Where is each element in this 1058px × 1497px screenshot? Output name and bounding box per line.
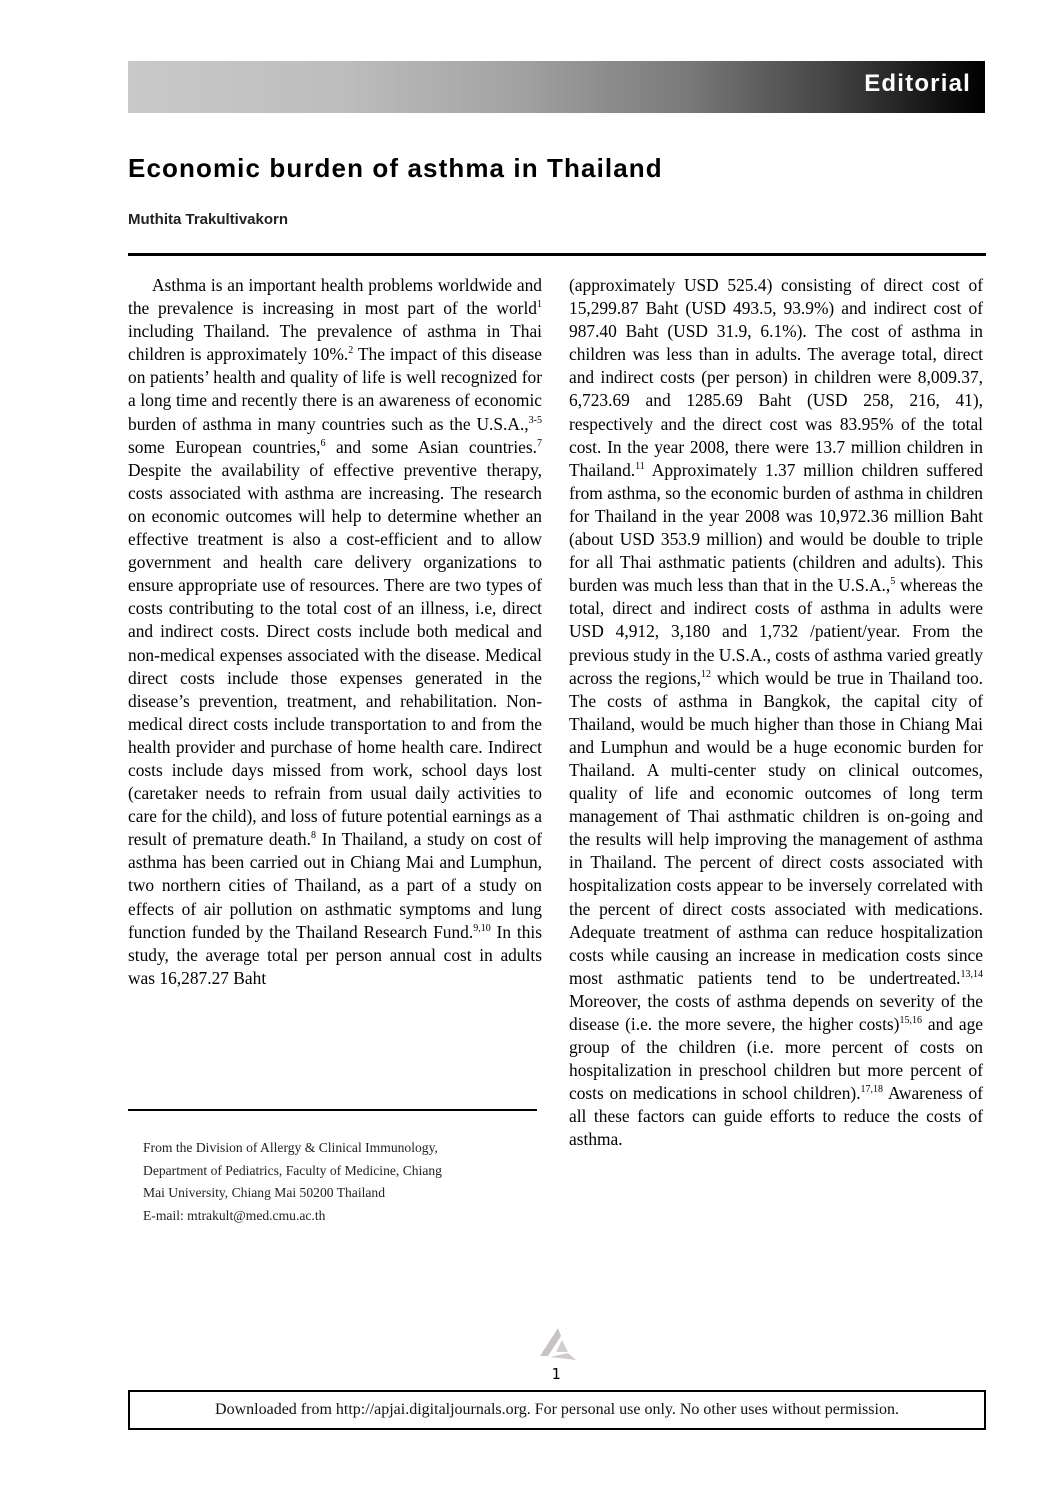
citation-superscript: 13,14: [960, 968, 983, 980]
body-text-run: Asthma is an important health problems worldwide and the prevalence is increasing in most part of the world: [128, 275, 542, 319]
citation-superscript: 2: [348, 345, 354, 357]
citation-superscript: 9,10: [473, 922, 491, 934]
journal-a-logo-icon: [534, 1326, 578, 1362]
body-text-run: and some Asian countries.: [325, 436, 537, 457]
citation-superscript: 11: [635, 460, 645, 472]
citation-superscript: 7: [537, 437, 542, 449]
author-email: E-mail: mtrakult@med.cmu.ac.th: [143, 1207, 326, 1223]
page-number: 1: [551, 1365, 561, 1383]
body-text-run: including Thailand. The prevalence of asthma in Thai children is approximately 10%.: [128, 321, 542, 365]
body-text-run: Despite the availability of effective preventive therapy, costs associated with asthma are increasing. The research on economic outcomes will help to determine whether an effective treatment is also a cost-efficient and to allow government and health care delivery organizations to ensure appropriate use of resources. There are two types of costs contributing to the total cost of an illness, i.e, direct and indirect costs. Direct costs include both medical and non-medical expenses associated with the disease. Medical direct costs include those expenses generated in the disease’s prevention, treatment, and rehabilitation. Non-medical direct costs include transportation to and from the health provider and purchase of home health care. Indirect costs include days missed from work, school days lost (caretaker needs to refrain from usual daily activities to care for the child), and loss of future potential earnings as a result of premature death.: [128, 459, 542, 850]
body-paragraph-right: [569, 274, 983, 1152]
body-text-run: Approximately 1.37 million children suffered from asthma, so the economic burden of asthma in children for Thailand in the year 2008 was 10,972.36 million Baht (about USD 353.9 million) and would be double to triple for all Thai asthmatic patients (children and adults). This burden was much less than that in the U.S.A.,: [569, 459, 983, 596]
citation-superscript: 17,18: [860, 1084, 884, 1096]
body-text-run: some European countries,: [128, 436, 321, 457]
article-title: Economic burden of asthma in Thailand: [128, 153, 663, 183]
citation-superscript: 3-5: [528, 414, 542, 426]
section-header-bar: [128, 61, 985, 113]
body-text-run: (approximately USD 525.4) consisting of direct cost of 15,299.87 Baht (USD 493.5, 93.9%) and indirect cost of 987.40 Baht (USD 31.9, 6.1%). The cost of asthma in children was less than in adults. The average total, direct and indirect costs (per person) in children were 8,009.37, 6,723.69 and 1285.69 Baht (USD 258, 216, 41), respectively and the direct cost was 83.95% of the total cost. In the year 2008, there were 13.7 million children in Thailand.: [569, 275, 983, 480]
citation-superscript: 5: [890, 576, 896, 588]
body-column-left: [128, 274, 542, 990]
citation-superscript: 15,16: [899, 1015, 922, 1026]
citation-superscript: 1: [537, 299, 542, 311]
body-text-run: The impact of this disease on patients’ health and quality of life is well recognized for a long time and recently there is an awareness of economic burden of asthma in many countries such as the U.S.A.,: [128, 344, 542, 434]
download-notice: Downloaded from http://apjai.digitaljournals.org. For personal use only. No other uses without permission.: [215, 1401, 899, 1418]
footnote-divider: [128, 1109, 537, 1111]
citation-superscript: 12: [700, 668, 711, 680]
body-text-run: Moreover, the costs of asthma depends on severity of the disease (i.e. the more severe, the higher costs): [569, 990, 983, 1034]
body-text-run: which would be true in Thailand too. The costs of asthma in Bangkok, the capital city of Thailand, would be much higher than those in Chiang Mai and Lumphun and would be a huge economic burden for Thailand. A multi-center study on clinical outcomes, quality of life and economic outcomes of long term management of Thai asthmatic children is on-going and the results will help improving the management of asthma in Thailand. The percent of direct costs associated with hospitalization costs appear to be inversely correlated with the percent of direct costs associated with medications. Adequate treatment of asthma can reduce hospitalization costs while causing an increase in medication costs since most asthmatic patients tend to be undertreated.: [569, 667, 983, 988]
body-column-right: [569, 274, 983, 1152]
citation-superscript: 8: [310, 830, 316, 842]
article-author: Muthita Trakultivakorn: [128, 211, 289, 228]
body-text-run: and age group of the children (i.e. more percent of costs on hospitalization in preschool children but more percent of costs on medications in school children).: [569, 1014, 983, 1104]
body-text-run: In this study, the average total per person annual cost in adults was 16,287.27 Baht: [128, 921, 542, 988]
body-text-run: Awareness of all these factors can guide efforts to reduce the costs of asthma.: [569, 1083, 983, 1150]
body-text-run: In Thailand, a study on cost of asthma has been carried out in Chiang Mai and Lumphun, two northern cities of Thailand, as a part of a study on effects of air pollution on asthmatic symptoms and lung function funded by the Thailand Research Fund.: [128, 829, 542, 942]
body-paragraph-left: [128, 274, 542, 990]
download-notice-box: [128, 1390, 986, 1430]
author-affiliation: [143, 1137, 523, 1227]
title-divider: [128, 253, 986, 256]
affiliation-line: From the Division of Allergy & Clinical Immunology,: [143, 1140, 438, 1155]
body-text-run: whereas the total, direct and indirect costs of asthma in adults were USD 4,912, 3,180 and 1,732 /patient/year. From the previous study in the U.S.A., costs of asthma varied greatly across the regions,: [569, 575, 983, 688]
affiliation-line: Mai University, Chiang Mai 50200 Thailand: [143, 1185, 386, 1201]
citation-superscript: 6: [320, 437, 326, 449]
affiliation-line: Department of Pediatrics, Faculty of Medicine, Chiang: [143, 1162, 442, 1178]
section-label: Editorial: [864, 70, 971, 97]
